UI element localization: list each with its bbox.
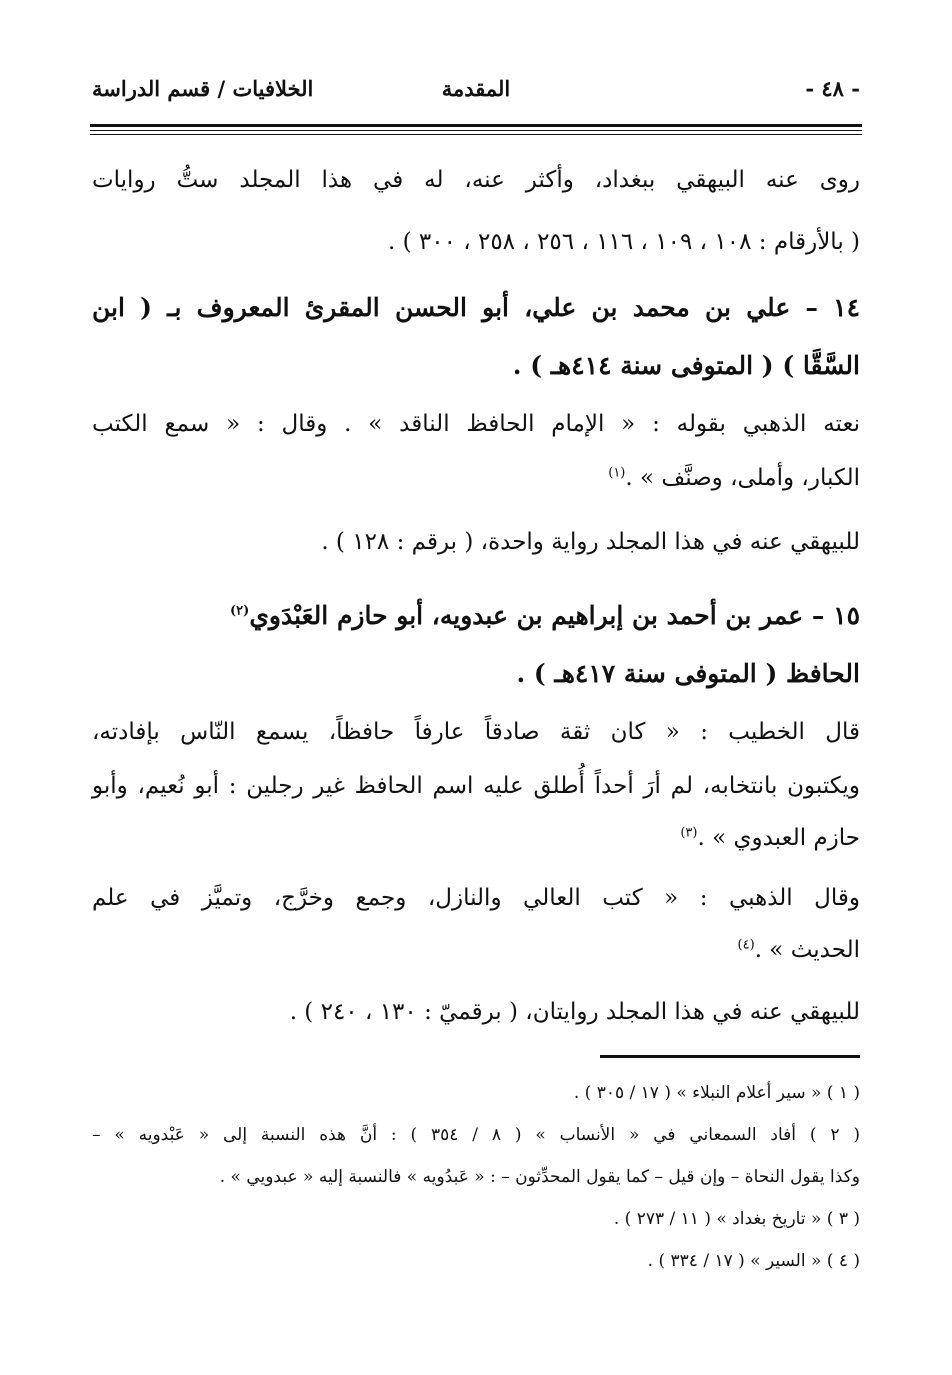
- footnote-3: ( ٣ ) « تاريخ بغداد » ( ١١ / ٢٧٣ ) .: [613, 1209, 860, 1229]
- entry-14-heading-line-1: ١٤ – علي بن محمد بن علي، أبو الحسن المقرئ المعروف بـ ( ابن: [92, 293, 860, 322]
- body-line-2: ( بالأرقام : ١٠٨ ، ١٠٩ ، ١١٦ ، ٢٥٦ ، ٢٥٨ ، ٣٠٠ ) .: [387, 229, 860, 255]
- running-header: [92, 68, 860, 108]
- body-line-1: روى عنه البيهقي ببغداد، وأكثر عنه، له في هذا المجلد ستُّ روايات: [92, 167, 860, 193]
- body-line-6-text: الكبار، وأملى، وصنَّف » .: [625, 465, 860, 491]
- entry-15-heading-line-1: [92, 600, 860, 632]
- footnote-separator: [600, 1055, 860, 1058]
- body-line-12: [92, 822, 860, 854]
- header-rule-thin-2: [90, 134, 862, 135]
- footnote-ref-1: (١): [608, 465, 626, 481]
- footnote-4: ( ٤ ) « السير » ( ١٧ / ٣٣٤ ) .: [647, 1251, 860, 1271]
- body-line-7: للبيهقي عنه في هذا المجلد رواية واحدة، ( برقم : ١٢٨ ) .: [321, 529, 860, 555]
- footnote-1: ( ١ ) « سير أعلام النبلاء » ( ١٧ / ٣٠٥ ) .: [573, 1083, 860, 1103]
- body-line-6: [92, 462, 860, 494]
- body-line-12-text: حازم العبدوي » .: [697, 825, 860, 851]
- header-book-title: الخلافيات / قسم الدراسة: [92, 75, 314, 101]
- footnote-ref-3: (٣): [680, 825, 698, 841]
- body-line-10: قال الخطيب : « كان ثقة صادقاً عارفاً حافظاً، يسمع النّاس بإفادته،: [92, 719, 860, 745]
- body-line-14: [92, 934, 860, 966]
- entry-15-heading-text: ١٥ – عمر بن أحمد بن إبراهيم بن عبدويه، أبو حازم العَبْدَوي: [249, 601, 860, 630]
- footnote-2-line-1: ( ٢ ) أفاد السمعاني في « الأنساب » ( ٨ / ٣٥٤ ) : أنَّ هذه النسبة إلى « عَبْدويه » –: [92, 1125, 860, 1145]
- header-rule-thin-1: [90, 130, 862, 131]
- header-rule-thick: [90, 124, 862, 127]
- body-line-5: نعته الذهبي بقوله : « الإمام الحافظ الناقد » . وقال : « سمع الكتب: [92, 411, 860, 437]
- body-line-15: للبيهقي عنه في هذا المجلد روايتان، ( برقميّ : ١٣٠ ، ٢٤٠ ) .: [289, 999, 860, 1025]
- footnote-ref-2: (٢): [230, 603, 250, 619]
- entry-14-heading-line-2: السَّقَّا ) ( المتوفى سنة ٤١٤هـ ) .: [512, 351, 860, 380]
- body-line-11: ويكتبون بانتخابه، لم أرَ أحداً أُطلق عليه اسم الحافظ غير رجلين : أبو نُعيم، وأبو: [92, 773, 860, 799]
- body-line-14-text: الحديث » .: [754, 937, 860, 963]
- entry-15-heading-line-2: الحافظ ( المتوفى سنة ٤١٧هـ ) .: [516, 659, 860, 688]
- footnote-ref-4: (٤): [737, 937, 755, 953]
- footnote-2-line-2: وكذا يقول النحاة – وإن قيل – كما يقول المحدِّثون – : « عَبدُويه » فالنسبة إليه « عبدويي » .: [219, 1167, 860, 1187]
- body-line-13: وقال الذهبي : « كتب العالي والنازل، وجمع وخرَّج، وتميَّز في علم: [92, 885, 860, 911]
- header-center-title: المقدمة: [441, 75, 511, 101]
- page-number: - ٤٨ -: [805, 75, 860, 101]
